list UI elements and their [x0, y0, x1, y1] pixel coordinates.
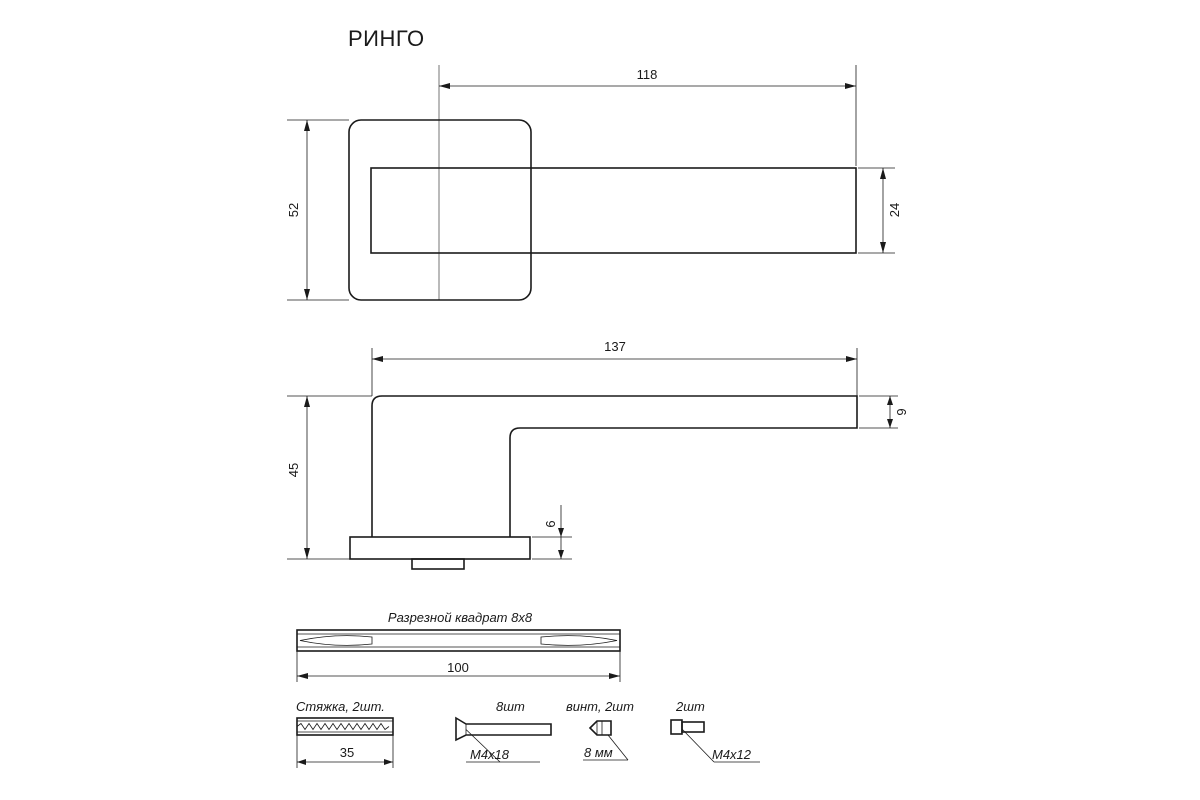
dim-label-9: 9 [894, 408, 909, 416]
dim-label-137: 137 [604, 339, 626, 354]
tie-rod-drawing [296, 699, 393, 768]
lever-profile [372, 396, 857, 537]
dim-label-24: 24 [887, 202, 902, 218]
dim-label-45: 45 [286, 462, 301, 478]
dimension-24 [858, 168, 902, 253]
dimension-118 [439, 65, 856, 166]
dim-label-35: 35 [339, 745, 355, 760]
dimension-137 [372, 339, 857, 396]
set-screw-drawing [566, 699, 634, 760]
set-screw-size: 8 мм [584, 745, 613, 760]
dimension-45 [286, 396, 372, 559]
dim-label-6: 6 [543, 520, 558, 528]
screw-short-qty: 2шт [676, 699, 705, 714]
dimension-35 [297, 735, 393, 768]
dimension-9 [859, 396, 909, 428]
screw-long-qty: 8шт [496, 699, 525, 714]
spindle-label: Разрезной квадрат 8х8 [387, 610, 533, 625]
dim-label-100: 100 [447, 660, 469, 675]
screw-long-size: М4х18 [470, 747, 510, 762]
set-screw-qty: винт, 2шт [566, 699, 634, 714]
dimension-100 [297, 651, 620, 682]
dimension-6 [532, 505, 572, 559]
rose-base [350, 537, 530, 559]
spindle-slot-right [541, 636, 617, 646]
tie-label: Стяжка, 2шт. [296, 699, 385, 714]
spindle-slot-left [300, 636, 372, 646]
screw-m4x12-drawing [671, 699, 760, 762]
spindle-drawing [297, 610, 620, 682]
rose-plate [349, 120, 531, 300]
drawing-title: РИНГО [348, 26, 425, 51]
screw-short-size: М4х12 [712, 747, 752, 762]
screw-m4x18-drawing [456, 699, 551, 762]
lever-body [371, 168, 856, 253]
side-view [286, 339, 909, 569]
dimension-52 [286, 120, 349, 300]
top-view [286, 65, 902, 300]
dim-label-118: 118 [636, 67, 658, 82]
dim-label-52: 52 [286, 202, 301, 218]
spindle-stub [412, 559, 464, 569]
spindle-bar [297, 630, 620, 651]
